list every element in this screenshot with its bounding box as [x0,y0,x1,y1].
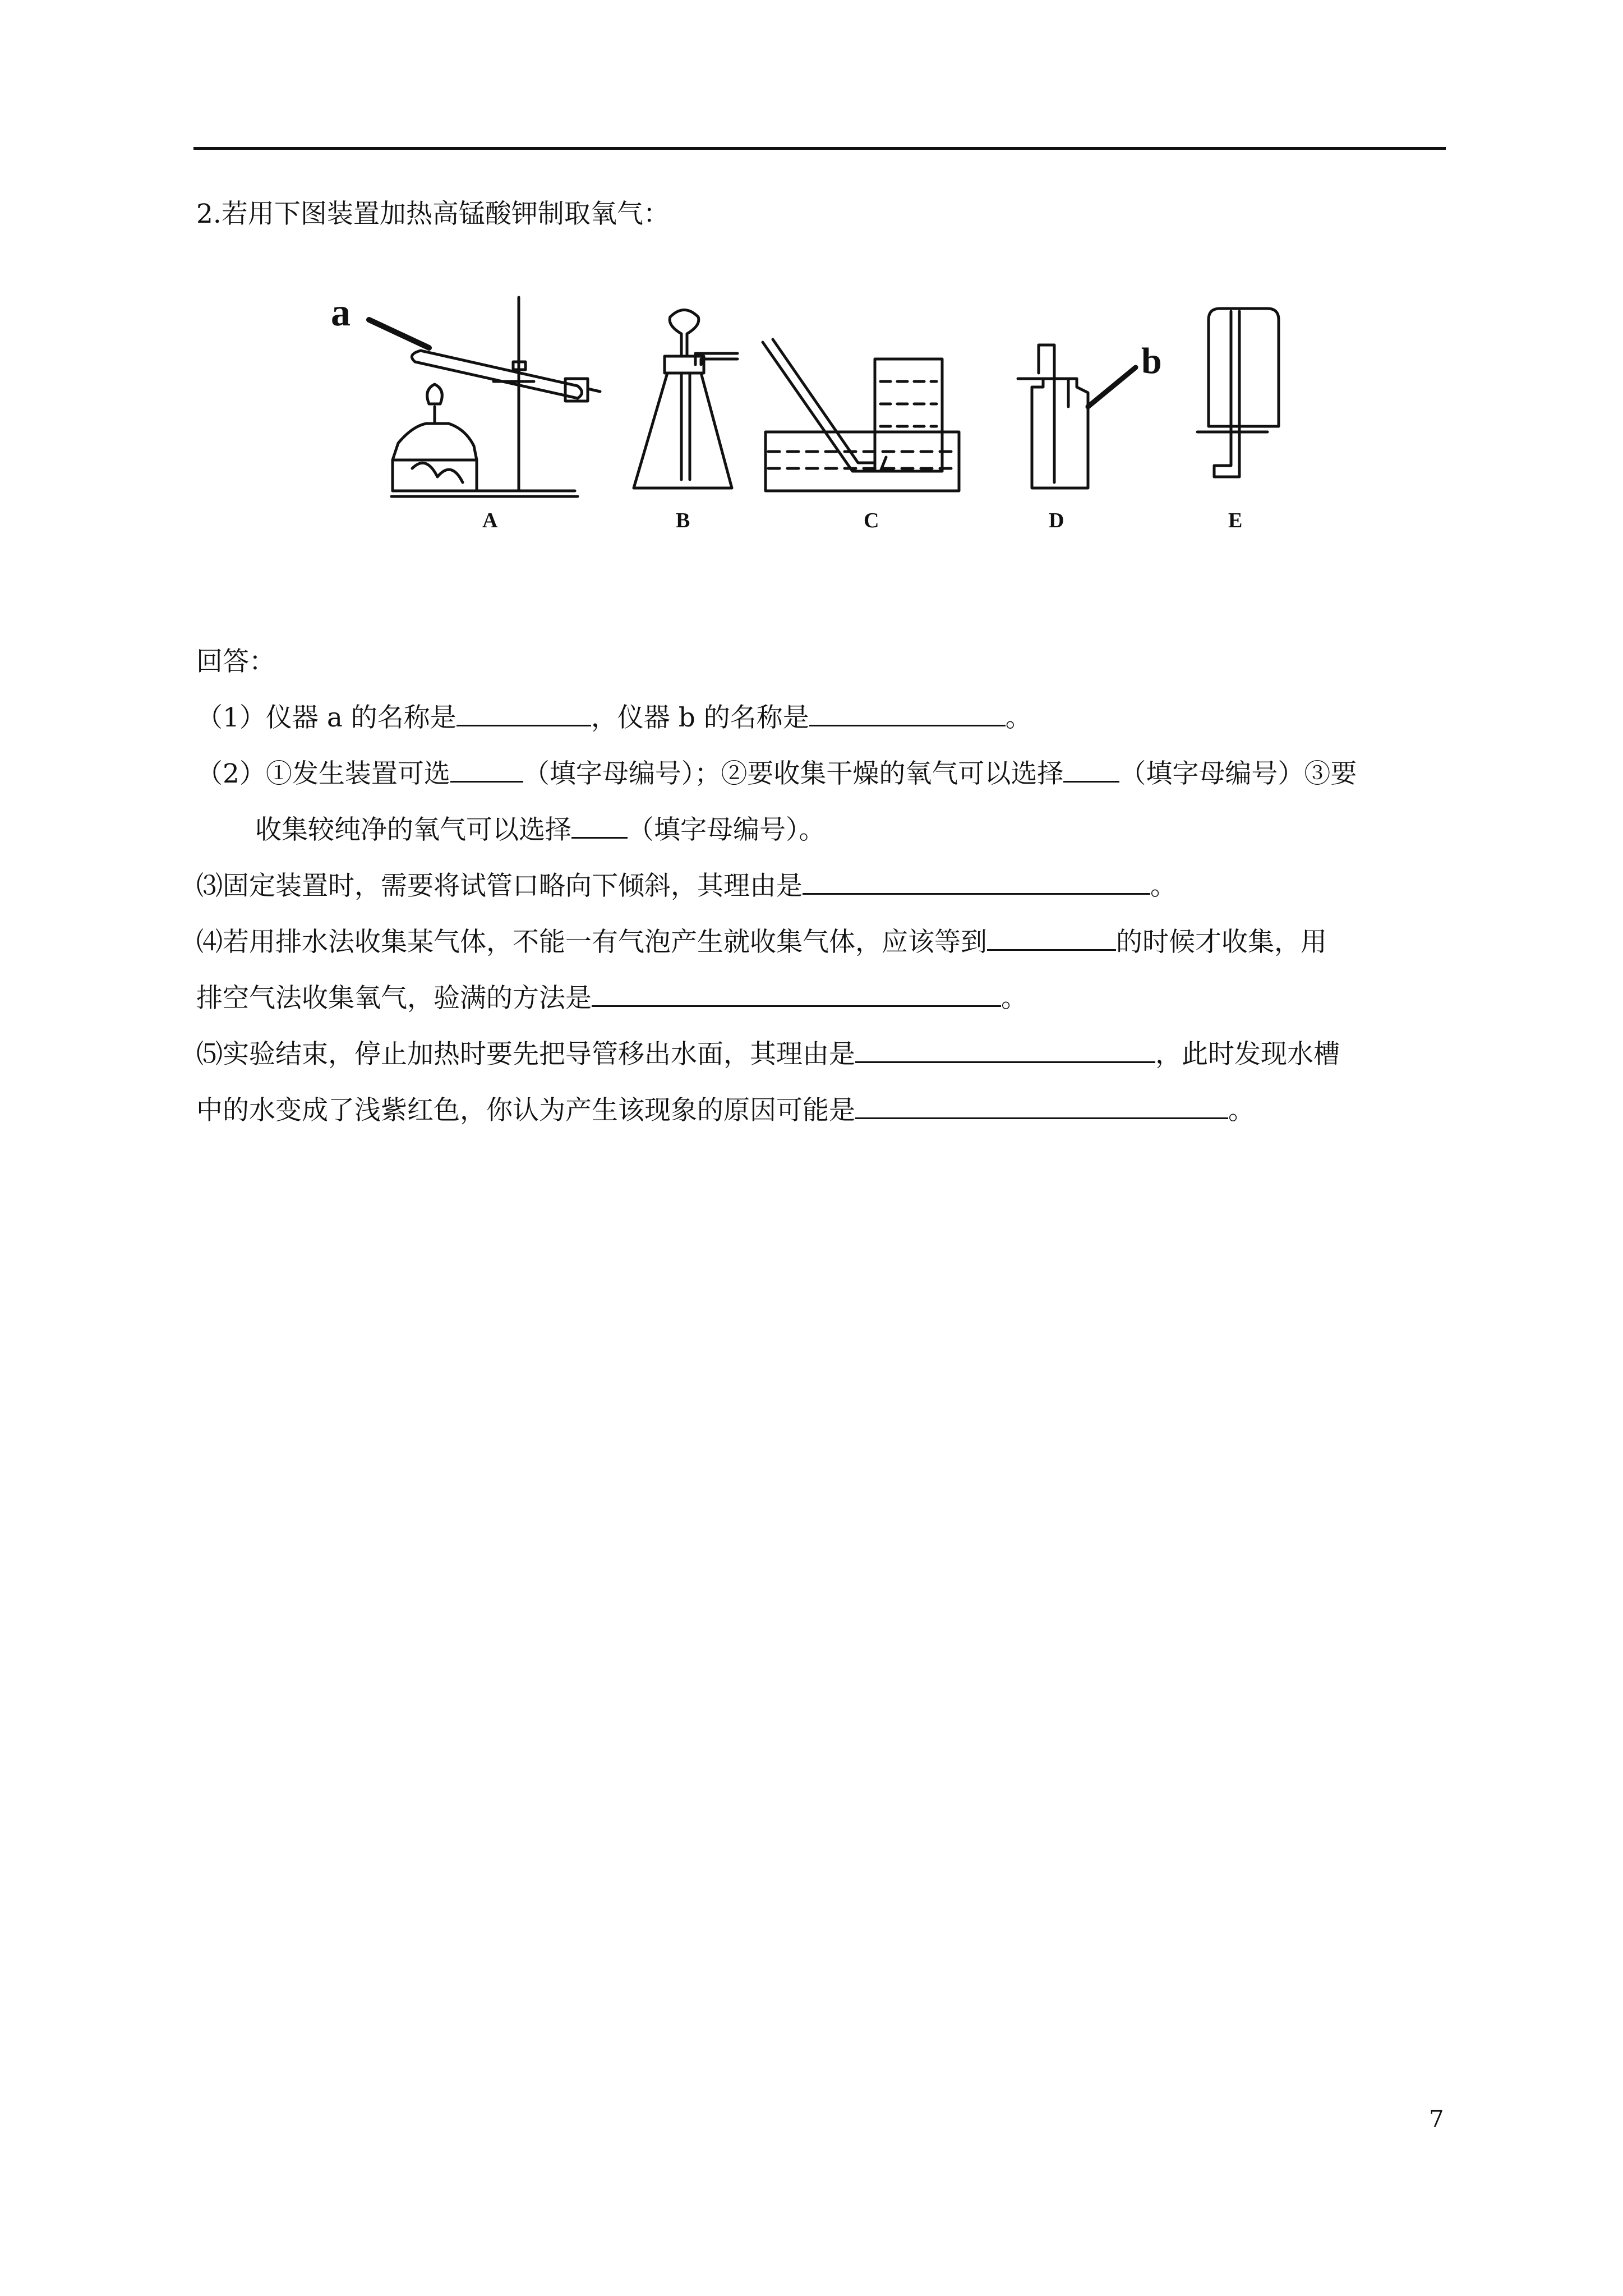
question-3: ⑶固定装置时，需要将试管口略向下倾斜，其理由是 。 [196,871,1177,901]
question-title: 2.若用下图装置加热高锰酸钾制取氧气： [196,199,670,229]
question-2-line2: 收集较纯净的氧气可以选择 （填字母编号）。 [255,815,826,845]
apparatus-d [1018,345,1136,488]
apparatus-c [763,339,959,491]
q2-blank-3[interactable] [571,815,628,839]
label-d: D [1049,509,1064,532]
label-e: E [1228,509,1243,532]
label-c: C [864,509,879,532]
q1-blank-b[interactable] [809,702,1006,726]
q2-blank-2[interactable] [1063,758,1119,783]
callout-a: a [331,292,351,334]
q2-blank-1[interactable] [450,758,523,783]
q4-blank-1[interactable] [987,927,1116,951]
question-2: （2）①发生装置可选 （填字母编号）；②要收集干燥的氧气可以选择 （填字母编号）③要 [196,758,1357,789]
callout-b: b [1141,341,1162,381]
q5-blank-1[interactable] [855,1039,1155,1063]
q1-blank-a[interactable] [457,702,591,726]
question-4: ⑷若用排水法收集某气体，不能一有气泡产生就收集气体，应该等到 的时候才收集，用 [196,927,1327,958]
apparatus-b [634,310,737,489]
answer-heading: 回答： [196,646,275,677]
question-1: （1）仪器 a 的名称是 ，仪器 b 的名称是 。 [196,702,1032,733]
question-5: ⑸实验结束，停止加热时要先把导管移出水面，其理由是 ，此时发现水槽 [196,1039,1340,1070]
q4-blank-2[interactable] [592,983,1001,1007]
q3-blank[interactable] [803,871,1150,895]
page-number: 7 [1429,2105,1444,2133]
label-a: A [482,509,498,532]
q5-blank-2[interactable] [855,1095,1228,1119]
apparatus-a [369,297,600,496]
question-5-line2: 中的水变成了浅紫红色，你认为产生该现象的原因可能是 。 [196,1095,1255,1126]
header-rule [193,147,1446,150]
apparatus-figure [314,292,1301,539]
label-b: B [676,509,690,532]
apparatus-e [1197,309,1279,477]
question-4-line2: 排空气法收集氧气，验满的方法是 。 [196,983,1027,1014]
